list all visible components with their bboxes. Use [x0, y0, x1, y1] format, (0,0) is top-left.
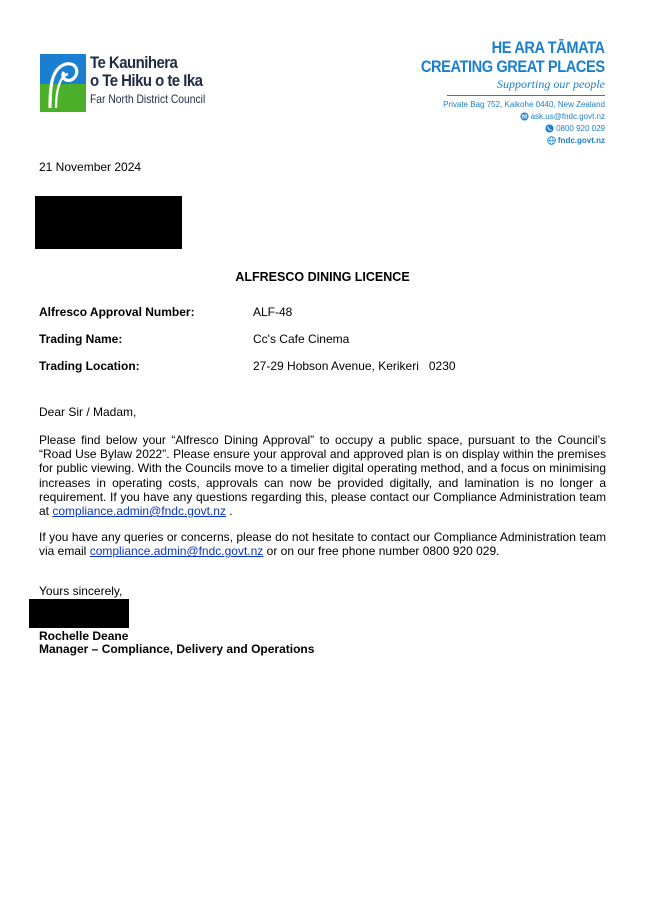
trading-name-value: Cc's Cafe Cinema [253, 332, 350, 346]
approval-number-value: ALF-48 [253, 305, 293, 319]
council-name-line2: o Te Hiku o te Ika [90, 71, 203, 90]
body-paragraph-1-text: Please find below your “Alfresco Dining Approval” to occupy a public space, pursuant to the Council’s “Road Use Bylaw 2022”. Please ensure your approval and approved plan is on display within the premises for public viewing. With the Councils move to a timelier digital operating method, and a focus on minimising increases in operating costs, approvals can now be provided digitally, and lamination is no longer a requirement. If you have any questions regarding this, please contact our Compliance Administration team at [39, 433, 606, 519]
approval-number-label: Alfresco Approval Number: [39, 305, 195, 319]
email-icon [520, 112, 529, 121]
contact-web-row [443, 135, 605, 147]
letter-date: 21 November 2024 [39, 160, 142, 174]
slogan-line2: CREATING GREAT PLACES [421, 57, 605, 76]
globe-icon [547, 136, 556, 145]
contact-phone-row [443, 123, 605, 135]
contact-email-row [443, 111, 605, 123]
slogan-tagline: Supporting our people [497, 77, 605, 91]
council-logo-icon [40, 54, 86, 112]
trading-name-label: Trading Name: [39, 332, 123, 346]
contact-address: Private Bag 752, Kaikohe 0440, New Zealand [443, 100, 605, 109]
redacted-address-block [35, 196, 182, 249]
redacted-signature [29, 599, 129, 628]
council-name [90, 54, 224, 105]
salutation: Dear Sir / Madam, [39, 405, 137, 419]
header-divider [447, 95, 605, 96]
contact-website[interactable]: fndc.govt.nz [557, 136, 605, 145]
compliance-email-link-1[interactable]: compliance.admin@fndc.govt.nz [52, 504, 226, 519]
contact-details [443, 99, 605, 147]
council-name-line1: Te Kaunihera [90, 53, 178, 72]
body-paragraph-2-text: If you have any queries or concerns, please do not hesitate to contact our Compliance Administration team via email [39, 530, 606, 559]
body-paragraph-2-end: or on our free phone number 0800 920 029. [263, 544, 500, 559]
contact-email[interactable]: ask.us@fndc.govt.nz [530, 112, 605, 121]
compliance-email-link-2[interactable]: compliance.admin@fndc.govt.nz [89, 544, 264, 559]
phone-icon [545, 124, 554, 133]
body-paragraph-1-end: . [225, 504, 233, 519]
trading-location-label: Trading Location: [39, 359, 140, 373]
trading-location-value: 27-29 Hobson Avenue, Kerikeri 0230 [253, 359, 456, 373]
closing: Yours sincerely, [39, 584, 123, 598]
body-paragraph-1 [39, 433, 606, 518]
header-slogan [391, 38, 605, 91]
contact-phone: 0800 920 029 [556, 124, 605, 133]
signatory-name: Rochelle Deane [39, 629, 129, 643]
slogan-line1: HE ARA TĀMATA [492, 38, 605, 57]
council-logo [40, 53, 206, 114]
body-paragraph-2 [39, 530, 606, 558]
letter-title: ALFRESCO DINING LICENCE [235, 270, 410, 284]
signatory-title: Manager – Compliance, Delivery and Operations [39, 642, 315, 656]
council-name-line3: Far North District Council [90, 92, 206, 106]
